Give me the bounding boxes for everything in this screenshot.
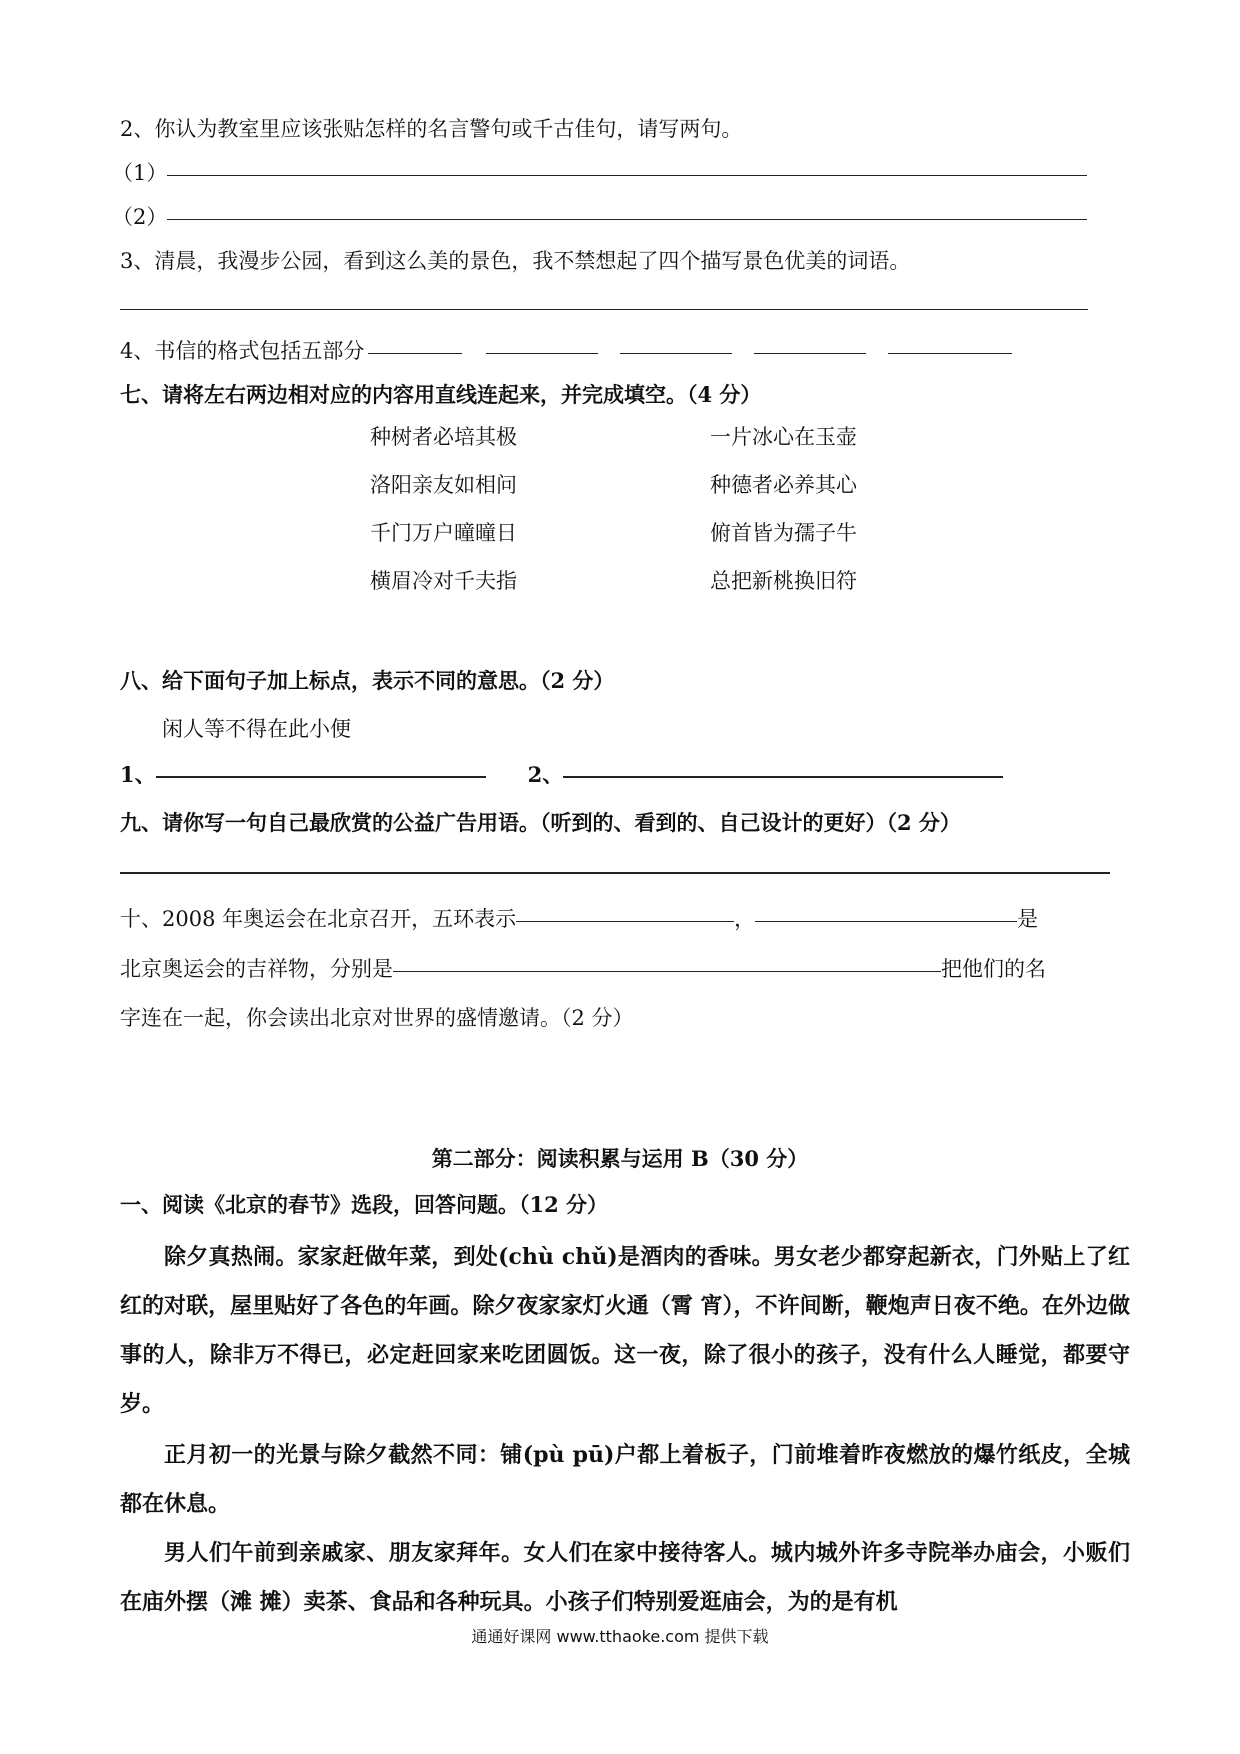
olympic-rings-blank[interactable] (516, 920, 734, 922)
letter-format-blank-5[interactable] (888, 352, 1012, 354)
reading-paragraph-1: 除夕真热闹。家家赶做年菜，到处(chù chǔ)是酒肉的香味。男女老少都穿起新衣，门外贴上了红红的对联，屋里贴好了各色的年画。除夕夜家家灯火通（霄 宵），不许间断，鞭炮声日夜不绝。在外边做事的人，除非万不得已，必定赶回家来吃团圆饭。这一夜，除了很小的孩子，没有什么人睡觉，都要守岁。 (120, 1244, 1130, 1417)
matching-left-item[interactable]: 种树者必培其极 (370, 425, 517, 449)
answer-line-2[interactable] (112, 202, 1087, 232)
letter-format-blank-2[interactable] (486, 352, 598, 354)
matching-left-item[interactable]: 千门万户曈曈日 (370, 521, 517, 545)
section-7-title: 七、请将左右两边相对应的内容用直线连起来，并完成填空。（4 分） (120, 382, 762, 407)
section-8-title: 八、给下面句子加上标点，表示不同的意思。（2 分） (120, 668, 615, 693)
section-10-comma: ， (734, 907, 756, 931)
punctuation-answer-1-blank[interactable] (156, 775, 486, 778)
mascot-blank[interactable] (755, 920, 1017, 922)
matching-right-item[interactable]: 总把新桃换旧符 (710, 569, 857, 593)
question-3-answer-line[interactable] (120, 292, 1088, 322)
question-4 (120, 336, 1012, 366)
section-10-text-1: 十、2008 年奥运会在北京召开，五环表示 (120, 907, 517, 931)
answer-blank-2[interactable] (167, 218, 1087, 220)
matching-left-item[interactable]: 横眉冷对千夫指 (370, 569, 517, 593)
question-4-text: 4、书信的格式包括五部分 (120, 339, 365, 363)
section-10-text-3: 北京奥运会的吉祥物，分别是 (120, 957, 393, 981)
section-8-answers (120, 760, 1003, 790)
section-10-text-2: 是 (1017, 907, 1039, 931)
section-9-title: 九、请你写一句自己最欣赏的公益广告用语。（听到的、看到的、自己设计的更好）（2 分） (120, 810, 961, 835)
matching-left-column (370, 422, 517, 614)
letter-format-blank-3[interactable] (620, 352, 732, 354)
punctuation-answer-1-label: 1、 (120, 762, 156, 787)
section-9-answer-line[interactable] (120, 856, 1110, 886)
section-9-blank[interactable] (120, 871, 1110, 874)
reading-paragraph-2: 正月初一的光景与除夕截然不同：铺(pù pū)户都上着板子，门前堆着昨夜燃放的爆竹纸皮，全城都在休息。 (120, 1442, 1130, 1517)
answer-blank-1[interactable] (167, 174, 1087, 176)
punctuation-answer-2-label: 2、 (527, 762, 564, 787)
part-2-heading: 第二部分：阅读积累与运用 B（30 分） (431, 1146, 809, 1171)
answer-line-2-label: （2） (112, 205, 168, 229)
matching-right-item[interactable]: 种德者必养其心 (710, 473, 857, 497)
letter-format-blank-1[interactable] (368, 352, 462, 354)
matching-left-item[interactable]: 洛阳亲友如相问 (370, 473, 517, 497)
matching-right-column (710, 422, 857, 614)
reading-question-1-title: 一、阅读《北京的春节》选段，回答问题。（12 分） (120, 1192, 609, 1217)
section-10-line-2 (120, 954, 1046, 984)
mascot-names-blank[interactable] (393, 970, 941, 972)
answer-line-1[interactable] (112, 158, 1087, 188)
section-10-text-4: 把他们的名 (941, 957, 1046, 981)
letter-format-blank-4[interactable] (754, 352, 866, 354)
punctuation-answer-2-blank[interactable] (563, 775, 1003, 778)
section-8-sentence: 闲人等不得在此小便 (162, 717, 351, 741)
matching-right-item[interactable]: 一片冰心在玉壶 (710, 425, 857, 449)
question-2: 2、你认为教室里应该张贴怎样的名言警句或千古佳句，请写两句。 (120, 117, 743, 141)
matching-right-item[interactable]: 俯首皆为孺子牛 (710, 521, 857, 545)
question-3-blank[interactable] (120, 308, 1088, 310)
reading-paragraph-3: 男人们午前到亲戚家、朋友家拜年。女人们在家中接待客人。城内城外许多寺院举办庙会，小贩们在庙外摆（滩 摊）卖茶、食品和各种玩具。小孩子们特别爱逛庙会，为的是有机 (120, 1540, 1130, 1615)
section-10-text-5: 字连在一起，你会读出北京对世界的盛情邀请。（2 分） (120, 1006, 634, 1030)
section-10-line-1 (120, 904, 1038, 934)
answer-line-1-label: （1） (112, 161, 168, 185)
page-footer: 通通好课网 www.tthaoke.com 提供下载 (471, 1627, 769, 1646)
question-3: 3、清晨，我漫步公园，看到这么美的景色，我不禁想起了四个描写景色优美的词语。 (120, 249, 911, 273)
